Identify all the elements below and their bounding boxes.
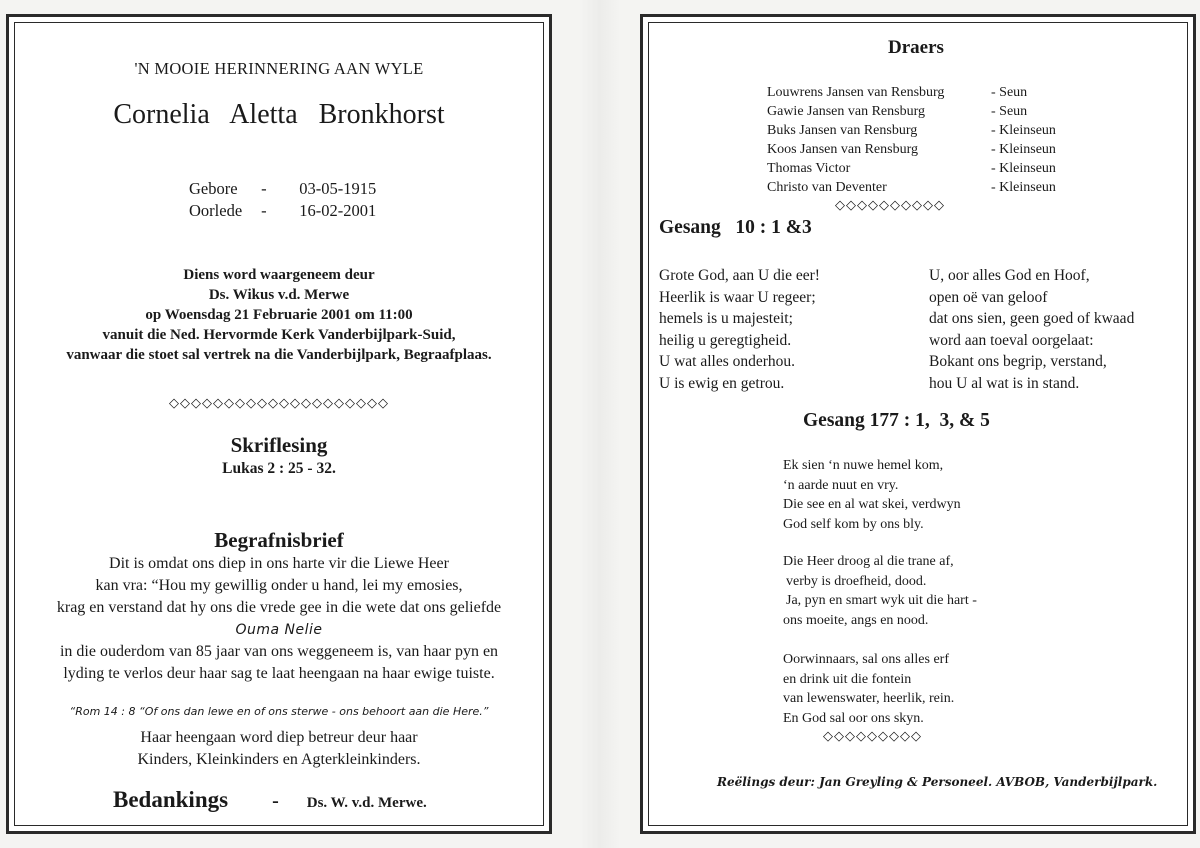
deceased-name: Cornelia Aletta Bronkhorst xyxy=(113,99,445,130)
bearer-relation: - Kleinseun xyxy=(991,123,1056,138)
letter-line-handwritten: Ouma Nelie xyxy=(235,622,323,638)
verse-line: Ek sien ‘n nuwe hemel kom, xyxy=(783,458,944,473)
bearers-title: Draers xyxy=(888,37,944,58)
verse-line: Grote God, aan U die eer! xyxy=(659,267,820,284)
verse-line: U is ewig en getrou. xyxy=(659,374,785,392)
bearer-relation: - Seun xyxy=(991,85,1028,100)
service-line: vanwaar die stoet sal vertrek na die Vanderbijlpark, Begraafplaas. xyxy=(66,347,492,363)
verse-line: God self kom by ons bly. xyxy=(783,516,924,532)
left-page xyxy=(6,14,552,834)
memorial-intro: 'N MOOIE HERINNERING AAN WYLE xyxy=(134,59,424,78)
verse-line: En God sal oor ons skyn. xyxy=(783,710,924,726)
ornament-divider: ◇◇◇◇◇◇◇◇◇ xyxy=(823,728,922,743)
thanks-name: Ds. W. v.d. Merwe. xyxy=(306,795,427,811)
bearer-name: Gawie Jansen van Rensburg xyxy=(767,104,925,119)
letter-line: lyding te verlos deur haar sag te laat heengaan na haar ewige tuiste. xyxy=(63,665,495,682)
verse-line: Die Heer droog al die trane af, xyxy=(783,554,954,569)
thanks-dash: - xyxy=(272,790,279,812)
funeral-letter xyxy=(9,553,549,685)
verse-line: word aan toeval oorgelaat: xyxy=(929,331,1094,349)
verse-line: Oorwinnaars, sal ons alles erf xyxy=(783,652,950,667)
arrangements-footer: Reëlings deur: Jan Greyling & Personeel. AVBOB, Vanderbijlpark. xyxy=(717,775,1158,789)
right-page xyxy=(640,14,1196,834)
letter-line: krag en verstand dat hy ons die vrede gee in die wete dat ons geliefde xyxy=(56,599,502,616)
verse-line: Bokant ons begrip, verstand, xyxy=(929,353,1107,370)
hymn2-stanza-1 xyxy=(783,456,961,534)
bearer-name: Louwrens Jansen van Rensburg xyxy=(767,85,945,100)
verse-line: U, oor alles God en Hoof, xyxy=(929,267,1090,284)
bearer-relation: - Kleinseun xyxy=(991,161,1056,176)
born-dash: - xyxy=(261,179,267,198)
bearer-name: Buks Jansen van Rensburg xyxy=(767,123,918,138)
hymn1-column-left xyxy=(659,265,820,394)
hymn2-title: Gesang 177 : 1, 3, & 5 xyxy=(803,410,990,431)
service-line: Diens word waargeneem deur xyxy=(183,267,375,283)
bearer-relation: - Kleinseun xyxy=(991,142,1056,157)
verse-line: hou U al wat is in stand. xyxy=(929,374,1080,392)
bearer-name: Christo van Deventer xyxy=(767,180,887,195)
verse-line: ons moeite, angs en nood. xyxy=(783,612,929,628)
reading-title: Skriflesing xyxy=(230,433,328,457)
bearer-name: Thomas Victor xyxy=(767,161,851,176)
reading-reference: Lukas 2 : 25 - 32. xyxy=(222,460,336,477)
bearer-relation: - Seun xyxy=(991,104,1028,119)
bearer-relation: - Kleinseun xyxy=(991,180,1056,195)
verse-line: Ja, pyn en smart wyk uit die hart - xyxy=(786,593,977,608)
service-info xyxy=(9,265,549,365)
thanks-title: Bedankings xyxy=(113,787,229,812)
mourning-line: Kinders, Kleinkinders en Agterkleinkinders. xyxy=(137,751,421,768)
died-label: Oorlede xyxy=(189,201,243,220)
verse-line: Heerlik is waar U regeer; xyxy=(659,288,816,306)
verse-line: open oë van geloof xyxy=(929,288,1048,306)
letter-line: Dit is omdat ons diep in ons harte vir die Liewe Heer xyxy=(109,555,449,572)
page-fold xyxy=(580,0,620,848)
verse-line: en drink uit die fontein xyxy=(783,671,912,687)
ornament-divider: ◇◇◇◇◇◇◇◇◇◇◇◇◇◇◇◇◇◇◇◇ xyxy=(169,395,389,410)
born-date: 03-05-1915 xyxy=(299,179,377,198)
died-dash: - xyxy=(261,201,267,220)
bearer-name: Koos Jansen van Rensburg xyxy=(767,142,919,157)
letter-line: kan vra: “Hou my gewillig onder u hand, lei my emosies, xyxy=(95,577,463,594)
hymn2-stanza-2 xyxy=(783,552,977,630)
mourning-line: Haar heengaan word diep betreur deur haar xyxy=(140,729,418,746)
verse-line: hemels is u majesteit; xyxy=(659,310,793,327)
thanks-row xyxy=(113,787,427,813)
verse-line: Die see en al wat skei, verdwyn xyxy=(783,497,961,512)
hymn1-title: Gesang 10 : 1 &3 xyxy=(659,217,812,238)
service-line: vanuit die Ned. Hervormde Kerk Vanderbijlpark-Suid, xyxy=(102,327,456,343)
verse-line: ‘n aarde nuut en vry. xyxy=(783,477,899,493)
mourning-lines xyxy=(9,727,549,771)
born-label: Gebore xyxy=(189,179,238,198)
service-line: op Woensdag 21 Februarie 2001 om 11:00 xyxy=(145,307,413,323)
verse-line: van lewenswater, heerlik, rein. xyxy=(783,691,955,706)
hymn1-column-right xyxy=(929,265,1134,394)
verse-line: dat ons sien, geen goed of kwaad xyxy=(929,310,1135,327)
letter-line: in die ouderdom van 85 jaar van ons weggeneem is, van haar pyn en xyxy=(59,643,499,660)
service-line: Ds. Wikus v.d. Merwe xyxy=(208,287,350,303)
ornament-divider: ◇◇◇◇◇◇◇◇◇◇ xyxy=(835,197,945,212)
verse-line: heilig u geregtigheid. xyxy=(659,331,792,349)
rom-quote: “Rom 14 : 8 “Of ons dan lewe en of ons sterwe - ons behoort aan die Here.” xyxy=(69,705,489,718)
verse-line: verby is droefheid, dood. xyxy=(786,573,927,589)
dates-block xyxy=(189,178,376,222)
hymn2-stanza-3 xyxy=(783,650,954,728)
letter-title: Begrafnisbrief xyxy=(214,528,344,552)
died-date: 16-02-2001 xyxy=(299,201,377,220)
verse-line: U wat alles onderhou. xyxy=(659,353,796,370)
